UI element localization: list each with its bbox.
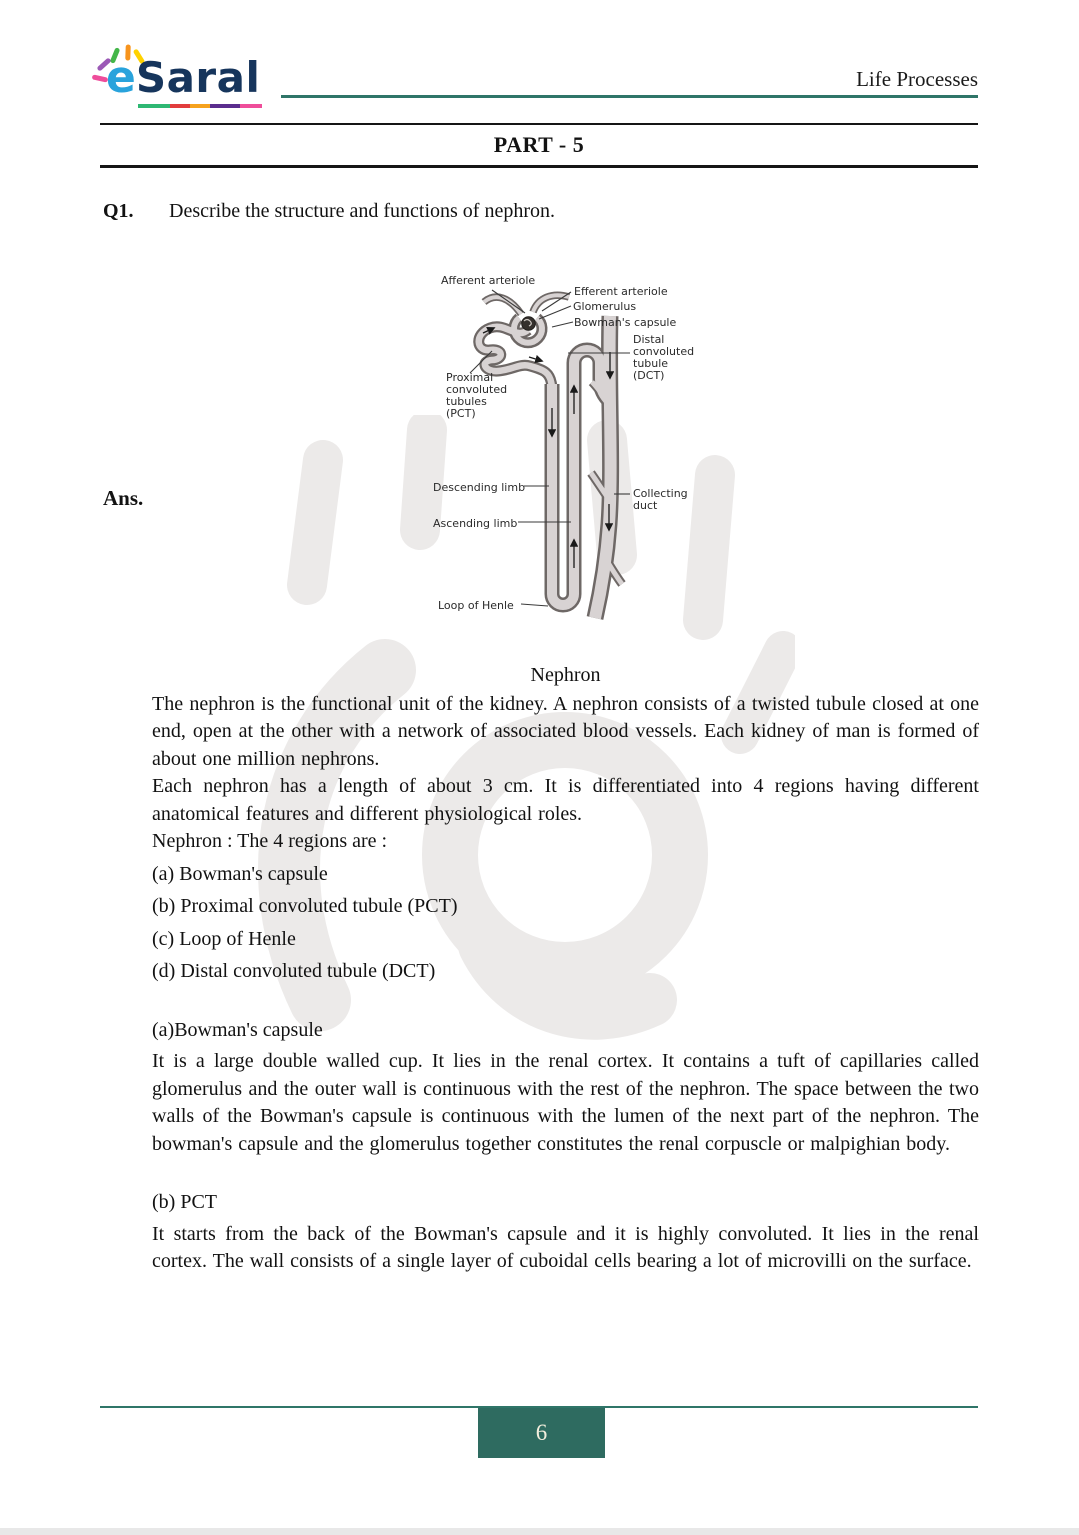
region-item-a: (a) Bowman's capsule (152, 862, 328, 885)
logo-underline-purple (210, 104, 240, 108)
label-collecting-line1: Collecting (633, 487, 688, 500)
label-ascending-limb: Ascending limb (433, 517, 518, 530)
label-dct-line2: convoluted (633, 345, 695, 358)
label-glomerulus: Glomerulus (573, 300, 637, 313)
logo-word-saral: Saral (135, 53, 261, 102)
logo-underline-red (170, 104, 190, 108)
diagram-caption: Nephron (530, 664, 601, 686)
label-loop-of-henle: Loop of Henle (438, 599, 514, 612)
label-afferent-arteriole: Afferent arteriole (441, 274, 536, 287)
glomerulus-shape (522, 317, 536, 331)
section-a-body: It is a large double walled cup. It lies in the renal cortex. It contains a tuft of capillaries called glomerulus and the outer wall is continuous with the rest of the nephron. The space between the two walls of the Bowman's capsule is continuous with the lumen of the next part of the nephron. The bowman's capsule and the glomerulus together constitutes the renal corpuscle or malpighian body. (152, 1050, 979, 1155)
label-descending-limb: Descending limb (433, 481, 526, 494)
paragraph-nephron-intro: The nephron is the functional unit of the kidney. A nephron consists of a twisted tubule closed at one end, open at the other with a network of associated blood vessels. Each kidney of man is formed of about one million nephrons. (152, 692, 979, 770)
label-dct-line4: (DCT) (633, 369, 665, 382)
paragraph-nephron-length: Each nephron has a length of about 3 cm. It is differentiated into 4 regions having different anatomical features and different physiological roles. (152, 775, 979, 825)
page-number: 6 (535, 1420, 548, 1445)
tube-fills (479, 295, 622, 618)
label-pct-line3: tubules (446, 395, 487, 408)
label-collecting-line2: duct (633, 499, 658, 512)
label-pct-line1: Proximal (446, 371, 494, 384)
answer-label: Ans. (103, 486, 144, 510)
question-number: Q1. (103, 200, 134, 222)
label-pct-line2: convoluted (446, 383, 508, 396)
logo-underline-green (138, 104, 170, 108)
logo-letter-e: e (106, 52, 136, 103)
part-title: PART - 5 (493, 132, 585, 157)
label-pct-line4: (PCT) (446, 407, 476, 420)
label-bowmans-capsule: Bowman's capsule (574, 316, 677, 329)
region-item-d: (d) Distal convoluted tubule (DCT) (152, 960, 436, 982)
esaral-logo (96, 46, 286, 116)
regions-intro: Nephron : The 4 regions are : (152, 830, 388, 852)
label-dct-line1: Distal (633, 333, 665, 346)
page-number-box (478, 1408, 605, 1458)
region-item-b: (b) Proximal convoluted tubule (PCT) (152, 895, 458, 917)
region-item-c: (c) Loop of Henle (152, 927, 296, 950)
section-b-body: It starts from the back of the Bowman's capsule and it is highly convoluted. It lies in the renal cortex. The wall consists of a single layer of cuboidal cells bearing a lot of microvilli on the surface. (152, 1222, 979, 1272)
part-bottom-rule (100, 165, 978, 168)
question-text: Describe the structure and functions of nephron. (169, 200, 555, 222)
question-row (103, 200, 979, 223)
label-dct-line3: tubule (633, 357, 669, 370)
bottom-edge-strip (0, 1528, 1079, 1535)
logo-underline-pink (240, 104, 262, 108)
section-b-heading: (b) PCT (152, 1191, 217, 1213)
header-teal-rule (281, 95, 978, 98)
logo-wordmark (106, 52, 260, 103)
nephron-diagram (428, 266, 718, 634)
logo-underline-orange (190, 104, 210, 108)
logo-underline (138, 104, 262, 108)
section-a-heading: (a)Bowman's capsule (152, 1018, 323, 1041)
answer-content (152, 662, 979, 1276)
label-efferent-arteriole: Efferent arteriole (574, 285, 668, 298)
course-title: Life Processes (856, 67, 978, 91)
header-top-rule (100, 123, 978, 125)
